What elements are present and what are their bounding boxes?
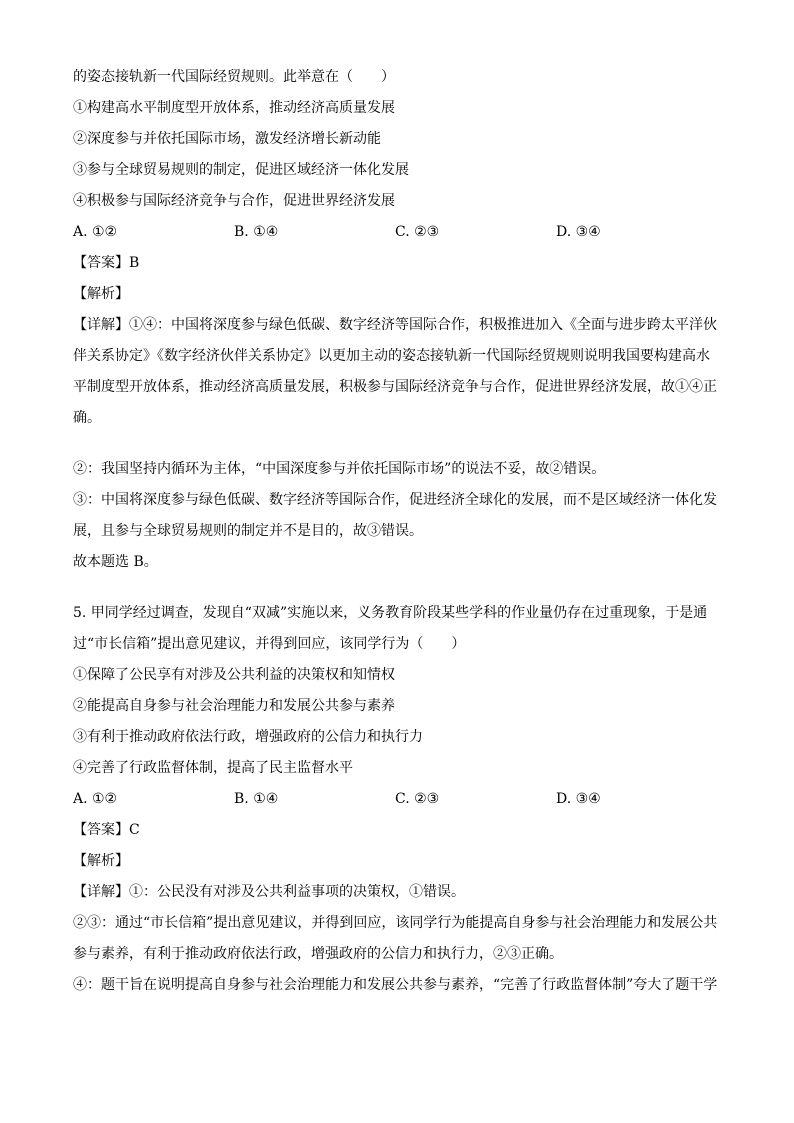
q4-option-c: C. ②③ [395,224,440,240]
q5-detail-first: ①：公民没有对涉及公共利益事项的决策权，①错误。 [129,884,465,900]
q4-option-a: A. ①② [73,224,118,240]
q4-option-b: B. ①④ [234,224,279,240]
q4-stem-tail: 的姿态接轨新一代国际经贸规则。此举意在（ ） [73,69,395,85]
q5-answer-label: 【答案】 [73,822,129,838]
q5-stem-line-2: 过“市长信箱”提出意见建议，并得到回应，该同学行为（ ） [73,636,466,652]
q4-analysis-label: 【解析】 [73,286,129,302]
q4-detail-line-2: 伴关系协定》《数字经济伙伴关系协定》以更加主动的姿态接轨新一代国际经贸规则说明我国要构建高水 [73,348,710,364]
q5-answer-value: C [129,822,140,838]
q4-answer-label: 【答案】 [73,255,129,271]
q5-option-d: D. ③④ [556,791,601,807]
q5-point-23-line-2: 参与素养，有利于推动政府依法行政，增强政府的公信力和执行力，②③正确。 [73,946,563,962]
q5-item-2: ②能提高自身参与社会治理能力和发展公共参与素养 [73,698,395,714]
q4-option-d: D. ③④ [556,224,601,240]
q5-point-23-line-1: ②③：通过“市长信箱”提出意见建议，并得到回应，该同学行为能提高自身参与社会治理能力和发展公共 [73,915,718,931]
q5-option-c: C. ②③ [395,791,440,807]
document-page [73,62,733,1001]
q5-detail-line-1 [73,877,733,908]
q4-answer [73,248,733,279]
q5-answer [73,815,733,846]
q5-point-4: ④：题干旨在说明提高自身参与社会治理能力和发展公共参与素养，“完善了行政监督体制”夸大了题干学 [73,977,718,993]
q4-item-3: ③参与全球贸易规则的制定，促进区域经济一体化发展 [73,162,409,178]
q4-detail-line-3: 平制度型开放体系，推动经济高质量发展，积极参与国际经济竞争与合作，促进世界经济发展，故①④正 [73,379,717,395]
q4-point-3-line-2: 展，且参与全球贸易规则的制定并不是目的，故③错误。 [73,523,423,539]
q5-options [73,784,733,815]
q5-stem-line-1: 5. 甲同学经过调查，发现自“双减”实施以来，义务教育阶段某些学科的作业量仍存在过重现象，于是通 [73,605,708,621]
q4-point-3-line-1: ③：中国将深度参与绿色低碳、数字经济等国际合作，促进经济全球化的发展，而不是区域经济一体化发 [73,492,717,508]
q5-detail-label: 【详解】 [73,884,129,900]
q4-detail-text-1: ①④：中国将深度参与绿色低碳、数字经济等国际合作，积极推进加入《全面与进步跨太平洋伙 [129,317,717,333]
q5-item-3: ③有利于推动政府依法行政，增强政府的公信力和执行力 [73,729,423,745]
q5-item-1: ①保障了公民享有对涉及公共利益的决策权和知情权 [73,667,395,683]
q5-option-b: B. ①④ [234,791,279,807]
q4-conclusion: 故本题选 B。 [73,554,158,570]
q4-answer-value: B [129,255,140,271]
q4-detail-line-1 [73,310,733,341]
q5-analysis-label: 【解析】 [73,853,129,869]
q4-item-4: ④积极参与国际经济竞争与合作，促进世界经济发展 [73,193,395,209]
q4-point-2: ②：我国坚持内循环为主体，“中国深度参与并依托国际市场”的说法不妥，故②错误。 [73,461,606,477]
q4-item-2: ②深度参与并依托国际市场，激发经济增长新动能 [73,131,381,147]
q5-item-4: ④完善了行政监督体制，提高了民主监督水平 [73,760,353,776]
q4-item-1: ①构建高水平制度型开放体系，推动经济高质量发展 [73,100,395,116]
q4-options [73,217,733,248]
q5-option-a: A. ①② [73,791,118,807]
q4-detail-label: 【详解】 [73,317,129,333]
q4-detail-line-4: 确。 [73,410,101,426]
